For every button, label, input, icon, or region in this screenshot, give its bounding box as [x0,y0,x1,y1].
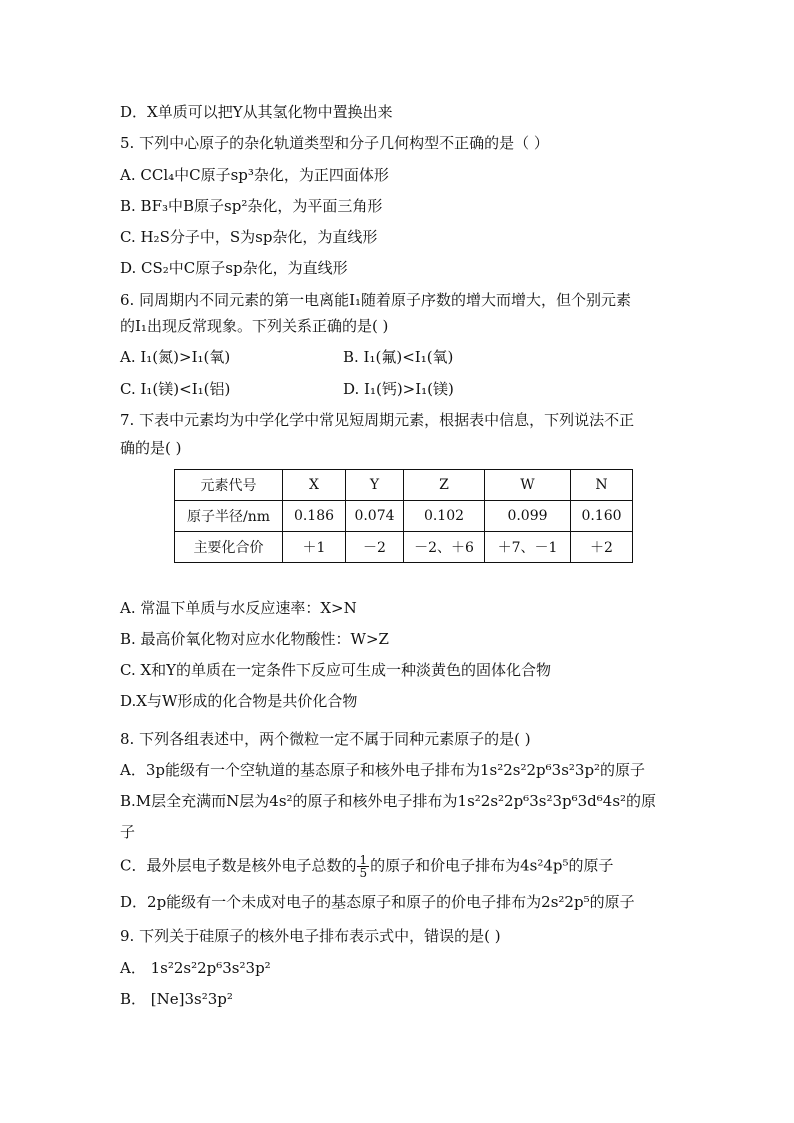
text-line: B. 最高价氧化物对应水化物酸性：W>Z [120,630,389,648]
table-cell: 0.186 [283,501,346,532]
option-c-after: 的原子和价电子排布为4s²4p⁵的原子 [370,856,614,875]
table-cell: 元素代号 [175,470,283,501]
text-line: 6. 同周期内不同元素的第一电离能I₁随着原子序数的增大而增大，但个别元素 [120,291,632,309]
text-line: D．2p能级有一个未成对电子的基态原子和原子的价电子排布为2s²2p⁵的原子 [120,893,635,911]
text-line: A. CCl₄中C原子sp³杂化，为正四面体形 [120,166,389,184]
element-table [174,469,633,563]
table-cell: －2、＋6 [404,532,485,563]
text-line: B.M层全充满而N层为4s²的原子和核外电子排布为1s²2s²2p⁶3s²3p⁶3d⁶4s²的原 [120,792,657,810]
fraction-denominator: 5 [359,866,368,880]
text-line: B. I₁(氟)<I₁(氧) [343,348,454,366]
text-line: 9. 下列关于硅原子的核外电子排布表示式中，错误的是( ) [120,927,501,945]
text-line: B. BF₃中B原子sp²杂化，为平面三角形 [120,197,383,215]
text-line: D.X与W形成的化合物是共价化合物 [120,692,358,710]
table-cell: －2 [346,532,404,563]
table-cell: W [485,470,571,501]
table-cell: 0.160 [571,501,633,532]
text-line: 8. 下列各组表述中，两个微粒一定不属于同种元素原子的是( ) [120,730,531,748]
text-line: A. 常温下单质与水反应速率：X>N [120,599,357,617]
text-line: A．3p能级有一个空轨道的基态原子和核外电子排布为1s²2s²2p⁶3s²3p²的原子 [120,761,646,779]
table-cell: 原子半径/nm [175,501,283,532]
table-cell: 主要化合价 [175,532,283,563]
table-cell: ＋1 [283,532,346,563]
text-line: D. CS₂中C原子sp杂化，为直线形 [120,259,348,277]
table-cell: 0.099 [485,501,571,532]
table-cell: 0.074 [346,501,404,532]
table-row [175,532,633,563]
text-line: 7. 下表中元素均为中学化学中常见短周期元素，根据表中信息，下列说法不正 [120,411,635,429]
table-cell: Z [404,470,485,501]
fraction-one-fifth [357,854,369,879]
text-line: C. H₂S分子中，S为sp杂化，为直线形 [120,228,378,246]
table-row [175,470,633,501]
text-line: 5. 下列中心原子的杂化轨道类型和分子几何构型不正确的是（ ） [120,134,549,152]
text-line: 的I₁出现反常现象。下列关系正确的是( ) [120,317,389,335]
table-cell: 0.102 [404,501,485,532]
text-line: B． [Ne]3s²3p² [120,990,233,1008]
option-c-before: C．最外层电子数是核外电子总数的 [120,856,357,875]
table-cell: ＋2 [571,532,633,563]
text-line: D. I₁(钙)>I₁(镁) [343,380,454,398]
question-8-option-c [120,854,614,879]
table-cell: ＋7、－1 [485,532,571,563]
text-line: A． 1s²2s²2p⁶3s²3p² [120,959,271,977]
text-line: 子 [120,823,136,841]
table-cell: X [283,470,346,501]
text-line: 确的是( ) [120,439,182,457]
text-line: C. X和Y的单质在一定条件下反应可生成一种淡黄色的固体化合物 [120,661,552,679]
text-line: C. I₁(镁)<I₁(铝) [120,380,231,398]
text-line: D．X单质可以把Y从其氢化物中置换出来 [120,103,393,121]
table-cell: N [571,470,633,501]
text-line: A. I₁(氮)>I₁(氧) [120,348,231,366]
table-row [175,501,633,532]
table-cell: Y [346,470,404,501]
fraction-numerator: 1 [359,853,368,867]
